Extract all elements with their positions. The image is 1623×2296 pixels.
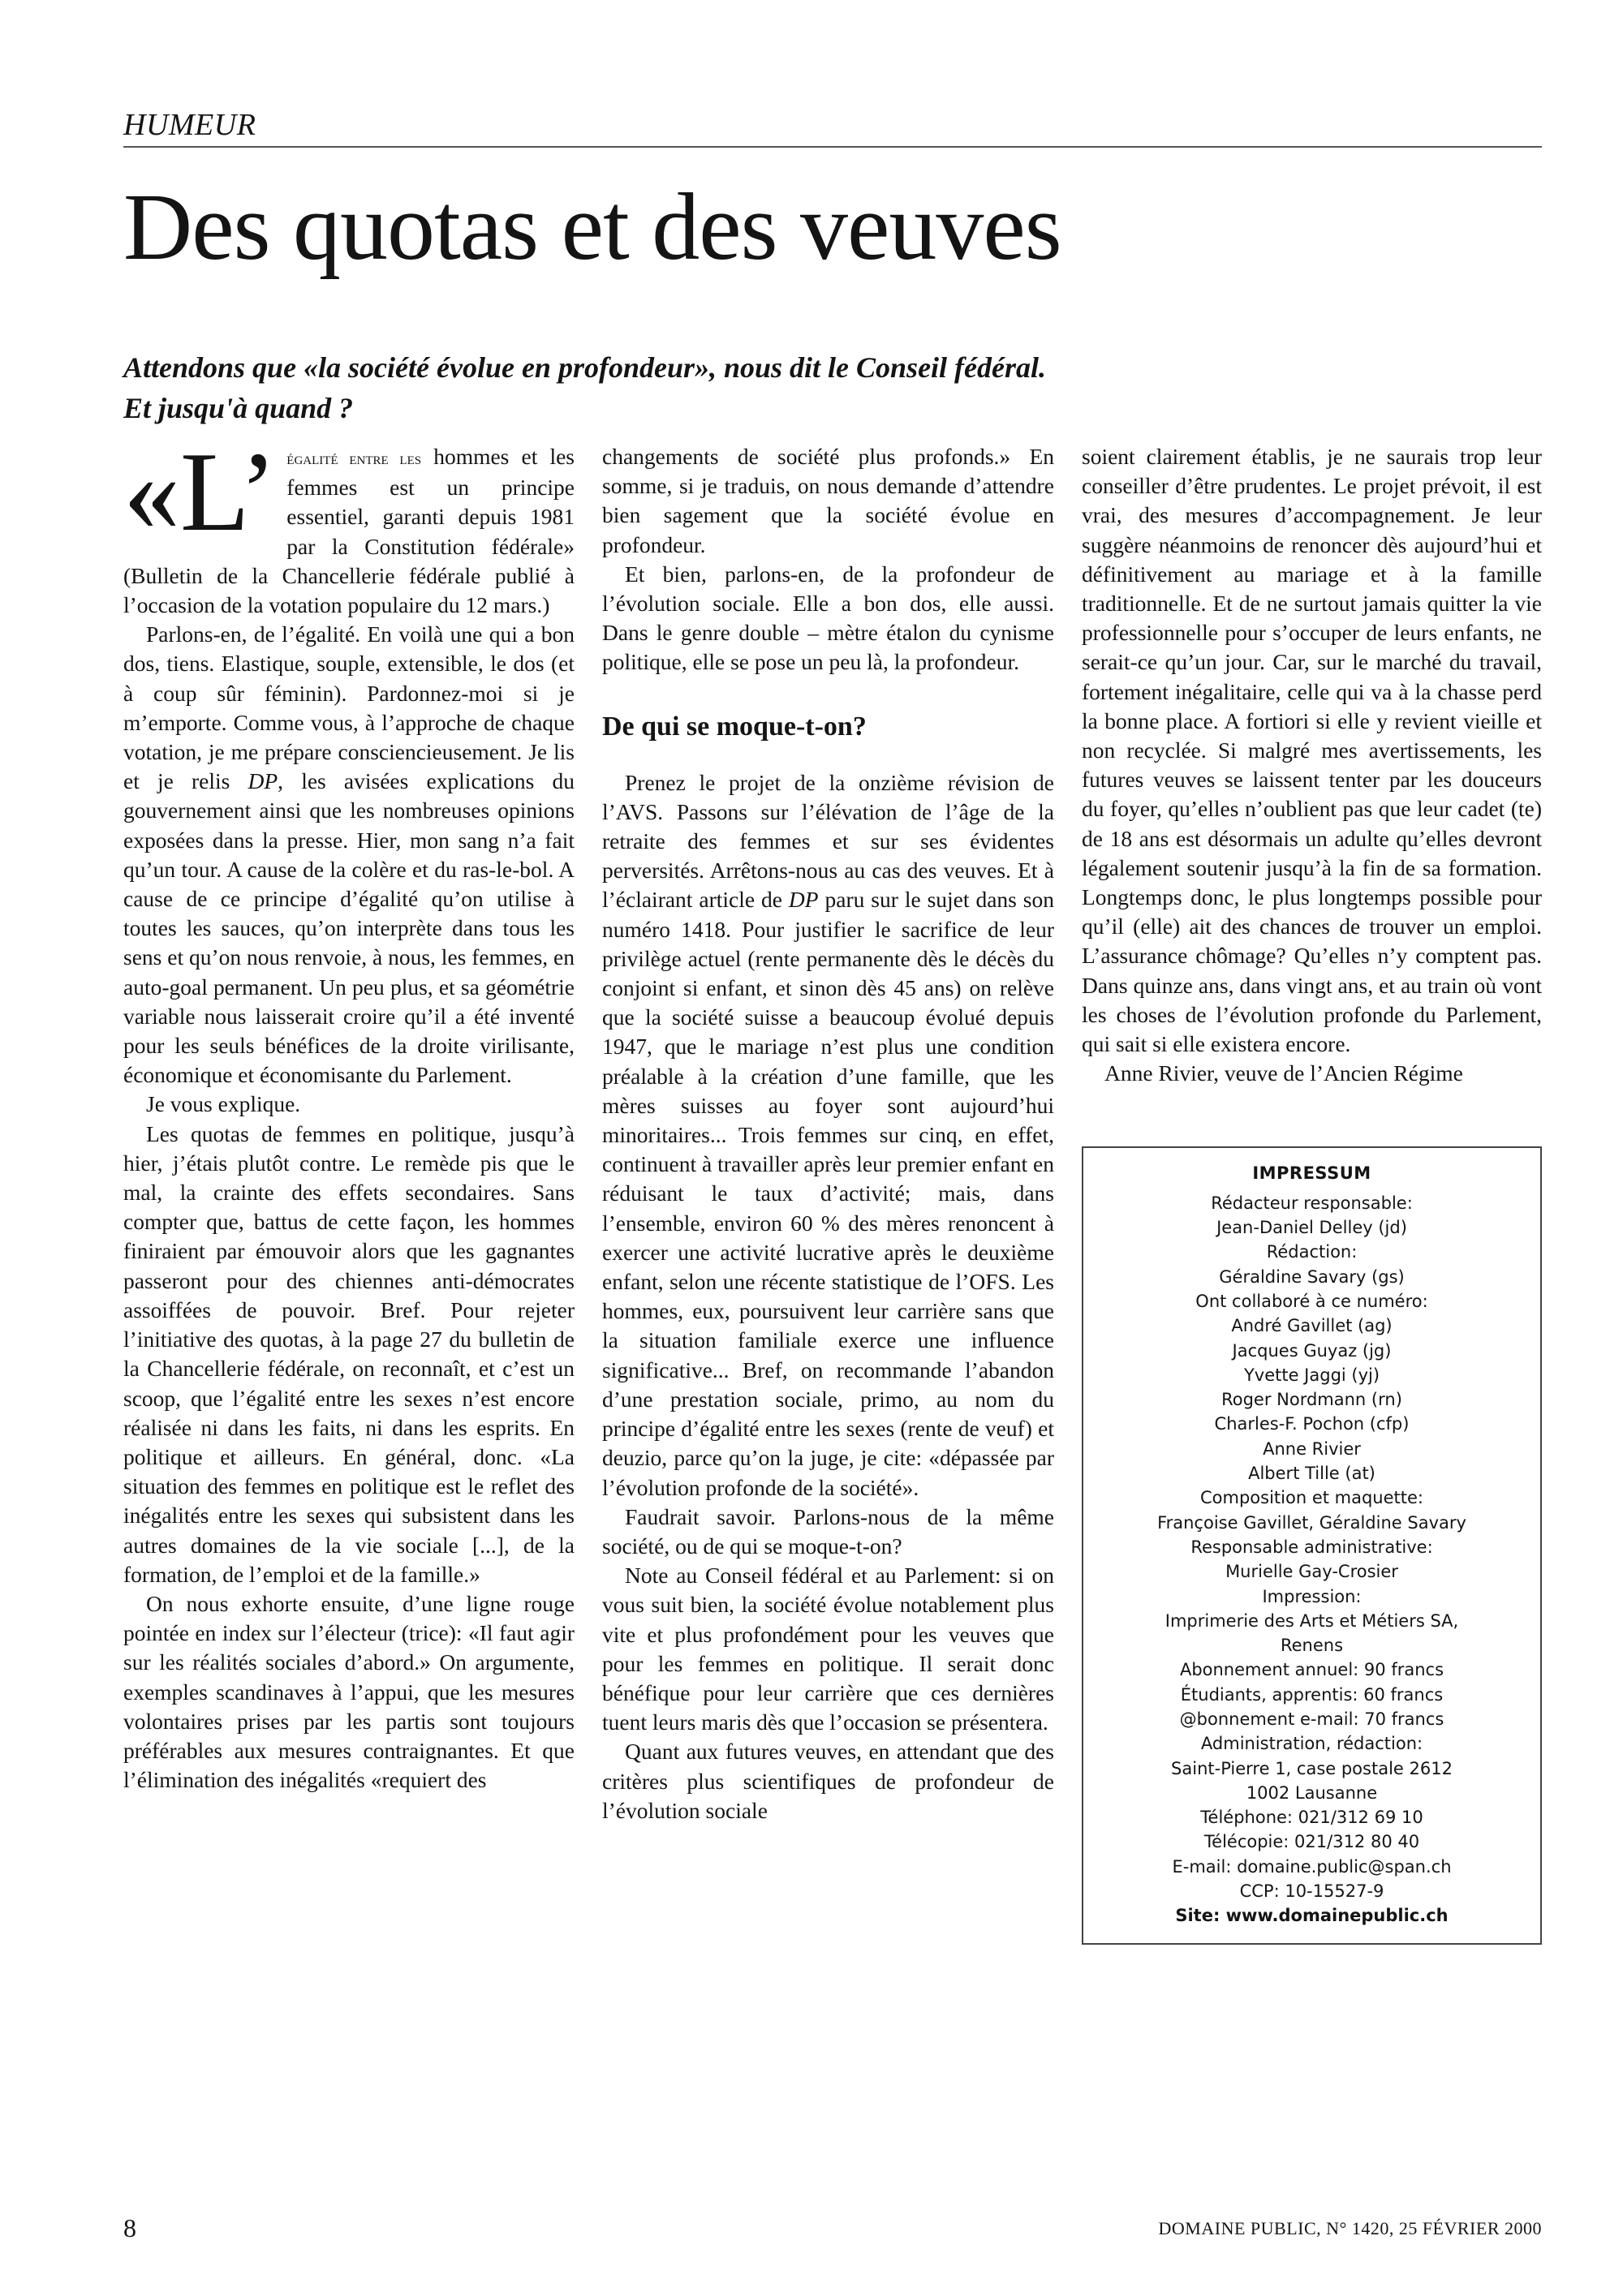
publication-ref: DP bbox=[248, 768, 278, 794]
impressum-line: Ont collaboré à ce numéro: bbox=[1195, 1291, 1428, 1311]
paragraph: Les quotas de femmes en politique, jusqu’à hier, j’étais plutôt contre. Le remède pis que le mal, la crainte des effets secondaires. Sans compter que, battus de cette façon, les hommes finiraient par émouvoir alors que les gagnantes passeront pour des chiennes anti-démocrates assoiffées de pouvoir. Bref. Pour rejeter l’initiative des quotas, à la page 27 du bulletin de la Chancellerie fédérale, on reconnaît, et c’est un scoop, que l’égalité entre les sexes n’est encore réalisée ni dans les faits, ni dans les esprits. En politique et ailleurs. En général, donc. «La situation des femmes en politique est le reflet des inégalités entre les sexes qui subsistent dans les autres domaines de la vie sociale [...], de la formation, de l’emploi et de la famille.» bbox=[123, 1120, 575, 1587]
impressum-line: Étudiants, apprentis: 60 francs bbox=[1180, 1684, 1444, 1705]
impressum-line: Yvette Jaggi (yj) bbox=[1243, 1365, 1380, 1385]
impressum-title: IMPRESSUM bbox=[1252, 1163, 1371, 1184]
column-2 bbox=[602, 442, 1054, 2166]
impressum-line: Télécopie: 021/312 80 40 bbox=[1203, 1832, 1420, 1852]
impressum-line: Abonnement annuel: 90 francs bbox=[1179, 1660, 1444, 1680]
paragraph: Quant aux futures veuves, en attendant que des critères plus scientifiques de profondeur de l’évolution sociale bbox=[602, 1739, 1054, 1823]
impressum-line: Anne Rivier bbox=[1263, 1438, 1361, 1459]
paragraph bbox=[602, 768, 1054, 1503]
impressum-line: Albert Tille (at) bbox=[1248, 1464, 1375, 1484]
impressum-line: Françoise Gavillet, Géraldine Savary bbox=[1157, 1512, 1466, 1533]
paragraph-text: hommes et les femmes est un principe essentiel, garanti depuis 1981 par la Constitution fédérale» (Bulletin de la Chancellerie fédérale publié à l’occasion de la votation populaire du 12 mars.) bbox=[123, 444, 575, 618]
paragraph-text: paru sur le sujet dans son numéro 1418. Pour justifier le sacrifice de leur privilège actuel (rente permanente dès le décès du conjoint si enfant, et sinon dès 45 ans) on relève que la société suisse a beaucoup évolué depuis 1947, que le mariage n’est plus une condition préalable à la création d’une famille, que les mères suisses au foyer sont aujourd’hui minoritaires... Trois femmes sur cinq, en effet, continuent à travailler après leur premier enfant en réduisant le taux d’activité; mais, dans l’ensemble, environ 60 % des mères renoncent à exercer une activité lucrative après le deuxième enfant, selon une récente statistique de l’OFS. Les hommes, eux, poursuivent leur carrière sans que la situation familiale exerce une influence significative... Bref, on recommande l’abandon d’une prestation sociale, primo, au nom du principe d’égalité entre les sexes (rente de veuf) et deuzio, parce qu’on la juge, je cite: «dépassée par l’évolution profonde de la société». bbox=[602, 887, 1054, 1500]
column-3 bbox=[1082, 442, 1542, 2166]
impressum-line: Responsable administrative: bbox=[1190, 1537, 1433, 1557]
impressum-line: Impression: bbox=[1262, 1586, 1362, 1606]
lead-line-2: Et jusqu'à quand ? bbox=[123, 392, 354, 424]
impressum-line: Jean-Daniel Delley (jd) bbox=[1216, 1218, 1407, 1238]
section-subheading: De qui se moque-t-on? bbox=[602, 711, 867, 742]
impressum-line: Imprimerie des Arts et Métiers SA, bbox=[1165, 1610, 1459, 1631]
lead-line-1: Attendons que «la société évolue en profondeur», nous dit le Conseil fédéral. bbox=[123, 351, 1047, 384]
paragraph-text: Prenez le projet de la onzième révision de l’AVS. Passons sur l’élévation de l’âge de la retraite des femmes et sur ses évidentes perversités. Arrêtons-nous au cas des veuves. Et à l’éclairant article de bbox=[602, 769, 1054, 913]
paragraph: Je vous explique. bbox=[146, 1091, 301, 1117]
column-1 bbox=[123, 442, 575, 2166]
impressum-line: Rédaction: bbox=[1266, 1242, 1358, 1262]
paragraph: changements de société plus profonds.» En somme, si je traduis, on nous demande d’attendre bien sagement que la société évolue en profondeur. bbox=[602, 444, 1054, 557]
impressum-line: Jacques Guyaz (jg) bbox=[1232, 1340, 1392, 1361]
paragraph: soient clairement établis, je ne saurais trop leur conseiller d’être prudentes. Le projet prévoit, il est vrai, des mesures d’accompagnement. Je leur suggère néanmoins de renoncer dès aujourd’hui et définitivement au mariage et à la famille traditionnelle. Et de ne surtout jamais quitter la vie professionnelle pour s’occuper de leurs enfants, ne serait-ce qu’un jour. Car, sur le marché du travail, fortement inégalitaire, celle qui va à la chasse perd la bonne place. A fortiori si elle y revient vieille et non recyclée. Si malgré mes avertissements, les futures veuves se laissent tenter par les douceurs du foyer, qu’elles n’oublient pas que leur cadet (te) de 18 ans est désormais un adulte qu’elles devront légalement soutenir jusqu’à la fin de sa formation. Longtemps donc, le plus longtemps possible pour qu’il (elle) ait des chances de trouver un emploi. L’assurance chômage? Qu’elles n’y comptent pas. Dans quinze ans, dans vingt ans, et au train où vont les choses de l’évolution profonde du Parlement, qui sait si elle existera encore. bbox=[1082, 444, 1542, 1057]
header-rule bbox=[123, 146, 1542, 148]
author-signature: Anne Rivier, veuve de l’Ancien Régime bbox=[1104, 1060, 1463, 1086]
article-lead bbox=[123, 347, 1542, 428]
rubric-label: HUMEUR bbox=[123, 108, 256, 142]
impressum-line: Composition et maquette: bbox=[1200, 1488, 1423, 1508]
paragraph: Note au Conseil fédéral et au Parlement: si on vous suit bien, la société évolue notablement plus vite et plus profondément pour les veuves que pour les femmes en politique. Il serait donc bénéfique pour leur carrière que ces dernières tuent leurs maris dès que l’occasion se présentera. bbox=[602, 1563, 1054, 1735]
paragraph: Et bien, parlons-en, de la profondeur de l’évolution sociale. Elle a bon dos, elle aussi. Dans le genre double – mètre étalon du cynisme politique, elle se pose un peu là, la profondeur. bbox=[602, 561, 1054, 675]
impressum-line: Rédacteur responsable: bbox=[1211, 1193, 1413, 1213]
impressum-line: Téléphone: 021/312 69 10 bbox=[1200, 1808, 1423, 1828]
small-caps-lead: égalité entre les bbox=[286, 448, 422, 468]
impressum-line: André Gavillet (ag) bbox=[1231, 1316, 1393, 1336]
impressum-line: CCP: 10-15527-9 bbox=[1239, 1881, 1384, 1902]
publication-ref: DP bbox=[788, 887, 819, 913]
impressum-line: 1002 Lausanne bbox=[1246, 1782, 1378, 1803]
impressum-line: Géraldine Savary (gs) bbox=[1219, 1266, 1405, 1287]
impressum-line: Saint-Pierre 1, case postale 2612 bbox=[1171, 1758, 1453, 1778]
impressum-line: Administration, rédaction: bbox=[1200, 1734, 1423, 1754]
impressum-line: Roger Nordmann (rn) bbox=[1221, 1390, 1402, 1410]
impressum-website-link[interactable]: Site: www.domainepublic.ch bbox=[1175, 1906, 1449, 1926]
paragraph: Faudrait savoir. Parlons-nous de la même société, ou de qui se moque-t-on? bbox=[602, 1503, 1054, 1559]
impressum-email[interactable]: E-mail: domaine.public@span.ch bbox=[1172, 1856, 1452, 1877]
impressum-line: Charles-F. Pochon (cfp) bbox=[1214, 1414, 1410, 1434]
drop-cap: «L’ bbox=[123, 442, 278, 555]
article-title: Des quotas et des veuves bbox=[123, 174, 1061, 280]
paragraph: On nous exhorte ensuite, d’une ligne rouge pointée en index sur l’électeur (trice): «Il faut agir sur les réalités sociales d’abord.» On argumente, exemples scandinaves à l’appui, que les mesures volontaires prises par les partis sont toujours préférables aux mesures contraignantes. Et que l’élimination des inégalités «requiert des bbox=[123, 1590, 575, 1793]
issue-info: DOMAINE PUBLIC, N° 1420, 25 FÉVRIER 2000 bbox=[1158, 2218, 1542, 2238]
impressum-line: Renens bbox=[1280, 1636, 1344, 1656]
paragraph-text: , les avisées explications du gouvernement ainsi que les nombreuses opinions exposées dans la presse. Hier, mon sang n’a fait qu’un tour. A cause de la colère et du ras-le-bol. A cause de ce principe d’égalité qu’on utilise à toutes les sauces, qu’on interprète dans tous les sens et qu’on nous renvoie, à nous, les femmes, en auto-goal permanent. Un peu plus, et sa géométrie variable nous laisserait croire qu’il a été inventé pour les seuls bénéfices de la droite virilisante, économique et économisante du Parlement. bbox=[123, 768, 575, 1088]
paragraph-text: Parlons-en, de l’égalité. En voilà une qui a bon dos, tiens. Elastique, souple, extensible, le dos (et à coup sûr féminin). Pardonnez-moi si je m’emporte. Comme vous, à l’approche de chaque votation, je me prépare consciencieusement. Je lis et je relis bbox=[123, 621, 575, 794]
impressum-box bbox=[1082, 1146, 1542, 1944]
impressum-line: Murielle Gay-Crosier bbox=[1225, 1562, 1398, 1582]
paragraph bbox=[123, 442, 575, 620]
paragraph bbox=[123, 620, 575, 1090]
page-number: 8 bbox=[123, 2213, 136, 2242]
impressum-line: @bonnement e-mail: 70 francs bbox=[1179, 1709, 1444, 1729]
